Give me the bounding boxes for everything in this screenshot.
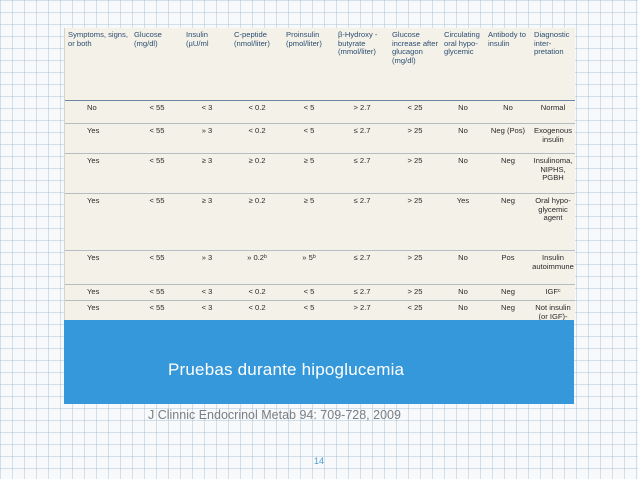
table-cell: < 55: [131, 154, 183, 194]
table-cell: Pos: [485, 251, 531, 285]
table-cell: < 3: [183, 285, 231, 301]
table-cell: Oral hypo- glycemic agent: [531, 194, 575, 251]
table-cell: ≤ 2.7: [335, 285, 389, 301]
column-header: Diagnostic inter- pretation: [531, 28, 575, 101]
column-header: Glucose (mg/dl): [131, 28, 183, 101]
table-cell: ≥ 0.2: [231, 194, 283, 251]
table-row: [65, 285, 575, 301]
table-cell: < 5: [283, 301, 335, 321]
table-cell: Yes: [65, 124, 131, 154]
table-cell: Normal: [531, 101, 575, 124]
table-cell: Yes: [65, 301, 131, 321]
table-cell: ≥ 3: [183, 194, 231, 251]
table-cell: ≤ 2.7: [335, 154, 389, 194]
table-header: [65, 28, 575, 101]
table-cell: No: [441, 101, 485, 124]
table-row: [65, 154, 575, 194]
table-cell: Yes: [65, 194, 131, 251]
table-cell: ≥ 3: [183, 154, 231, 194]
table-cell: Yes: [441, 194, 485, 251]
table-cell: Not insulin (or IGF)-: [531, 301, 575, 321]
column-header: C-peptide (nmol/liter): [231, 28, 283, 101]
table-cell: < 0.2: [231, 101, 283, 124]
table-cell: ≤ 2.7: [335, 124, 389, 154]
table-cell: Neg: [485, 154, 531, 194]
table-cell: No: [441, 251, 485, 285]
slide-title: Pruebas durante hipoglucemia: [168, 360, 405, 379]
table-header-row: [65, 28, 575, 101]
table-cell: ≤ 2.7: [335, 194, 389, 251]
column-header: Circulating oral hypo- glycemic: [441, 28, 485, 101]
table-cell: No: [441, 154, 485, 194]
table-cell: < 55: [131, 124, 183, 154]
table-cell: ≥ 5: [283, 194, 335, 251]
column-header: Antibody to insulin: [485, 28, 531, 101]
table-cell: < 0.2: [231, 124, 283, 154]
page-number: 14: [313, 456, 324, 466]
table-cell: ≥ 5: [283, 154, 335, 194]
table-body: [65, 101, 575, 321]
table-cell: < 3: [183, 301, 231, 321]
table-cell: Neg: [485, 194, 531, 251]
table-cell: < 5: [283, 101, 335, 124]
table-cell: > 25: [389, 194, 441, 251]
table-cell: Yes: [65, 154, 131, 194]
table-row: [65, 301, 575, 321]
table-row: [65, 101, 575, 124]
table-cell: ≥ 0.2: [231, 154, 283, 194]
table-cell: No: [441, 124, 485, 154]
table-cell: < 55: [131, 101, 183, 124]
table-cell: < 25: [389, 301, 441, 321]
title-banner: [64, 320, 574, 404]
table-cell: » 3: [183, 251, 231, 285]
table-cell: < 55: [131, 194, 183, 251]
table-cell: No: [485, 101, 531, 124]
table-cell: Insulinoma, NIPHS, PGBH: [531, 154, 575, 194]
table-cell: > 25: [389, 154, 441, 194]
table-cell: < 25: [389, 101, 441, 124]
column-header: β-Hydroxy -butyrate (mmol/liter): [335, 28, 389, 101]
table-cell: Neg: [485, 301, 531, 321]
table-cell: ≤ 2.7: [335, 251, 389, 285]
table-cell: < 0.2: [231, 301, 283, 321]
column-header: Glucose increase after glucagon (mg/dl): [389, 28, 441, 101]
table-cell: » 5ᵇ: [283, 251, 335, 285]
table-cell: No: [441, 301, 485, 321]
table-cell: » 3: [183, 124, 231, 154]
table-cell: < 55: [131, 251, 183, 285]
table-cell: > 2.7: [335, 101, 389, 124]
diagnostic-table-image: [64, 28, 575, 320]
column-header: Proinsulin (pmol/liter): [283, 28, 335, 101]
table-cell: < 5: [283, 124, 335, 154]
table-cell: IGFᶜ: [531, 285, 575, 301]
table-cell: Exogenous insulin: [531, 124, 575, 154]
table-cell: > 25: [389, 251, 441, 285]
table-cell: » 0.2ᵇ: [231, 251, 283, 285]
column-header: Symptoms, signs, or both: [65, 28, 131, 101]
table-cell: No: [441, 285, 485, 301]
table-cell: < 5: [283, 285, 335, 301]
table-row: [65, 251, 575, 285]
table-cell: Neg: [485, 285, 531, 301]
table-row: [65, 194, 575, 251]
table-cell: Neg (Pos): [485, 124, 531, 154]
table-cell: < 0.2: [231, 285, 283, 301]
table-cell: Yes: [65, 251, 131, 285]
citation-text: J Clinnic Endocrinol Metab 94: 709-728, 2009: [148, 408, 401, 422]
table-cell: < 55: [131, 285, 183, 301]
table-cell: No: [65, 101, 131, 124]
table-cell: > 25: [389, 285, 441, 301]
diagnostic-table: [65, 28, 575, 320]
table-cell: > 2.7: [335, 301, 389, 321]
table-row: [65, 124, 575, 154]
table-cell: < 55: [131, 301, 183, 321]
table-cell: > 25: [389, 124, 441, 154]
table-cell: Insulin autoimmune: [531, 251, 575, 285]
column-header: Insulin (µU/ml: [183, 28, 231, 101]
table-cell: < 3: [183, 101, 231, 124]
table-cell: Yes: [65, 285, 131, 301]
